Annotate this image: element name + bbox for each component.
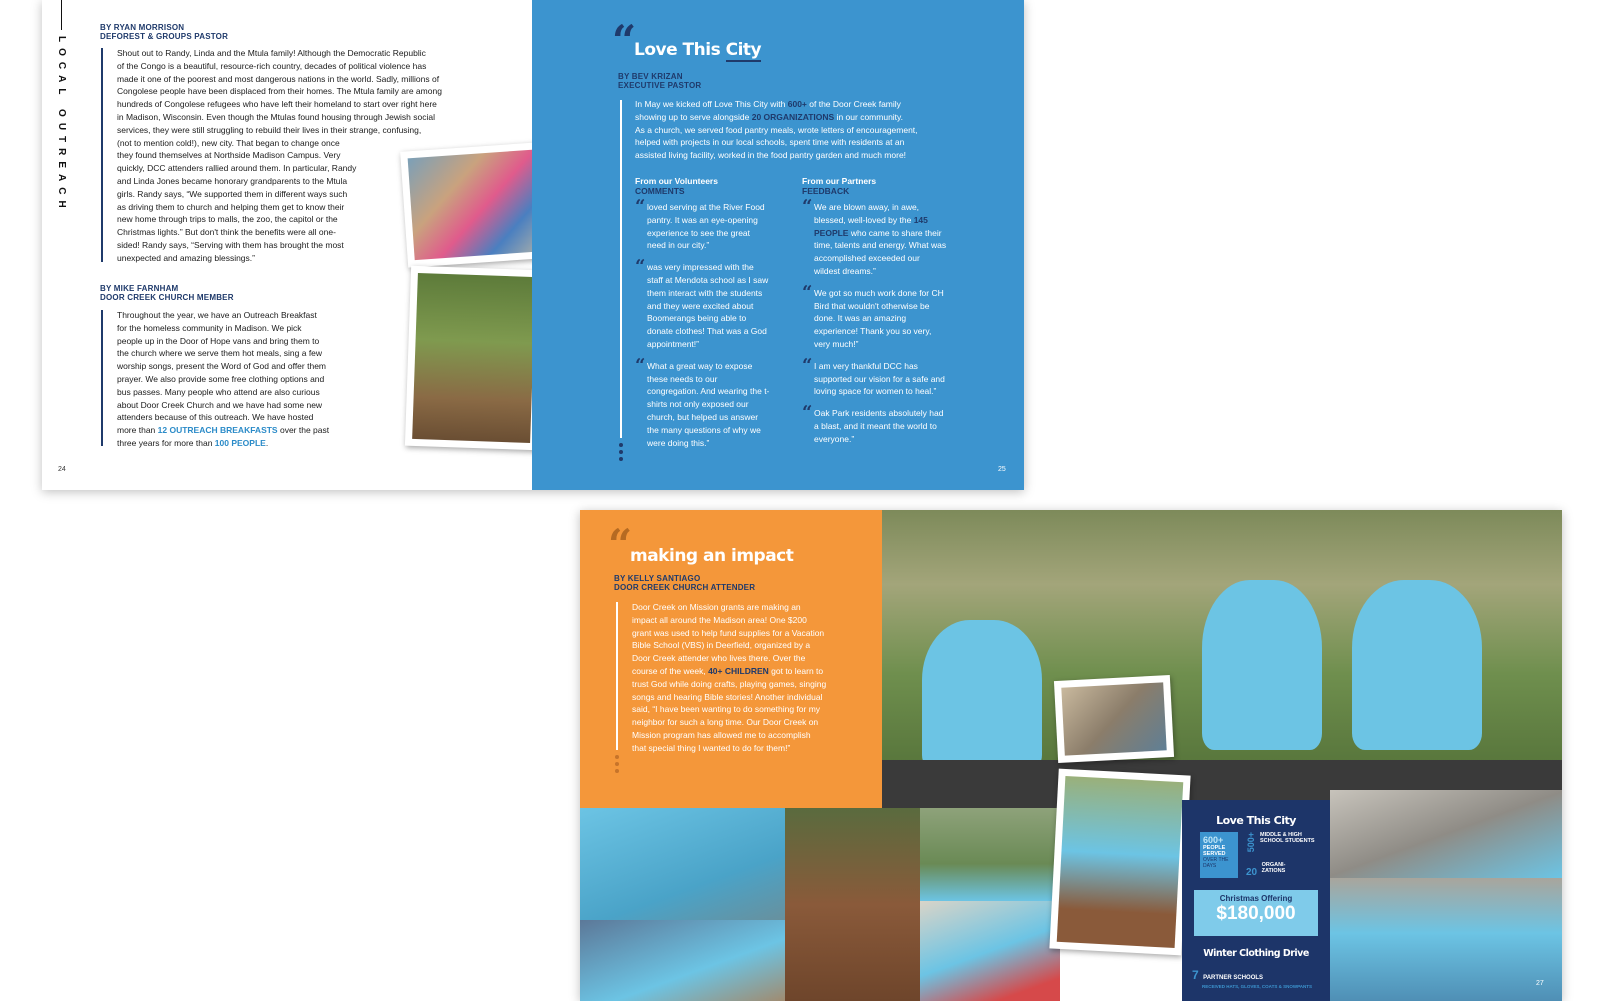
intro-line (635, 111, 1015, 124)
volunteers-heading: From our Volunteers (635, 176, 718, 186)
pantry-volunteers-photo (1330, 790, 1562, 878)
article2-line-10 (117, 424, 397, 437)
article1-line: in Madison, Wisconsin. Even though the Mtulas found housing through Jewish social (117, 111, 435, 122)
side-label-rule (61, 0, 62, 30)
partner-quote (802, 281, 947, 351)
small-quote-icon: “ (635, 256, 646, 278)
article1-line: made it one of the poorest and most dangerous nations in the world. Sadly, millions of (117, 73, 440, 84)
photo-figure (1352, 580, 1482, 750)
quote-text: What a great way to expose these needs to our congregation. And wearing the t-shirts not only exposed our church, but helped us answer the many questions of why we were doing this.” (647, 360, 770, 448)
impact-lines (632, 601, 872, 665)
students-stat (1246, 832, 1326, 858)
partner-quote (802, 354, 947, 398)
stat-label: ORGANI-ZATIONS (1261, 862, 1286, 874)
page-number-right: 25 (998, 466, 1006, 473)
raking-leaves-photo (405, 266, 543, 450)
bev-byline-role: EXECUTIVE PASTOR (618, 81, 702, 90)
love-this-city-title (634, 40, 761, 60)
article2-line: Throughout the year, we have an Outreach Breakfast (117, 310, 317, 320)
stat-sub: OVER THE DAYS (1203, 857, 1229, 869)
small-quote-icon: “ (802, 402, 813, 424)
article1-line: sided! Randy says, “Serving with them has brought the most (117, 239, 344, 250)
article2-line: about Door Creek Church and we have had some new (117, 399, 323, 410)
volunteers-column (635, 176, 770, 458)
impact-line: Door Creek attender who lives there. Over the (632, 653, 806, 664)
stat-value: 500+ (1246, 832, 1256, 853)
quote-text: loved serving at the River Food pantry. It was an eye-opening experience to see the great need in our city.” (647, 202, 765, 251)
blue-page-rule (620, 100, 622, 438)
article2-line-11 (117, 437, 397, 450)
stat-value: 20 (1246, 867, 1258, 878)
photo-figure (1202, 580, 1322, 750)
rule-dots (619, 443, 623, 464)
sorting-donations-photo (580, 920, 785, 1001)
section-side-label: LOCAL OUTREACH (56, 36, 67, 214)
article2-line: worship songs, present the Word of God and offer them (117, 361, 326, 372)
intro-line (635, 98, 1015, 111)
volunteer-quote (635, 256, 770, 351)
impact-line: said, “I have been wanting to do something for my (632, 704, 821, 715)
volunteer-quote (635, 196, 770, 252)
stat-label: MIDDLE & HIGH SCHOOL STUDENTS (1260, 832, 1315, 844)
offering-label: Christmas Offering (1219, 894, 1293, 903)
partner-quotes (802, 281, 947, 446)
impact-line: impact all around the Madison area! One $200 (632, 614, 807, 625)
text-run: got to learn to (768, 665, 824, 676)
impact-line: that special thing I wanted to do for them!” (632, 742, 791, 753)
dot (615, 762, 619, 766)
dot (619, 450, 623, 454)
small-quote-icon: “ (635, 354, 646, 376)
quote-text: I am very thankful DCC has supported our vision for a safe and loving space for women to heal.” (814, 360, 945, 397)
dot (615, 769, 619, 773)
orange-panel-rule (616, 602, 618, 750)
spread-pages-26-27 (580, 510, 1562, 1001)
clothing-drive-title: Winter Clothing Drive (1203, 948, 1309, 959)
planting-tree-photo (1049, 769, 1190, 956)
breakfast-count-highlight: 12 OUTREACH BREAKFASTS (157, 425, 278, 436)
organizations-stat (1246, 862, 1326, 880)
intro-line: helped with projects in our local schools, spent time with residents at an (635, 137, 905, 148)
photo-image (412, 273, 536, 443)
impact-lines-after (632, 678, 872, 755)
small-quote-icon: “ (802, 281, 813, 303)
title-text: Love This (634, 40, 726, 60)
article1-byline-role: DEFOREST & GROUPS PASTOR (100, 32, 229, 41)
text-run: showing up to serve alongside (635, 111, 752, 122)
rule-dots (615, 755, 619, 776)
article1-line: Congolese people have been displaced from their homes. The Mtula family are among (117, 86, 442, 97)
volunteers-subheading: COMMENTS (635, 186, 685, 196)
volunteers-kneeling-photo (882, 510, 1562, 808)
text-run: more than (117, 425, 158, 436)
article1-line: unexpected and amazing blessings.” (117, 252, 255, 263)
photo-figure (922, 620, 1042, 770)
impact-line: Mission program has allowed me to accomplish (632, 729, 811, 740)
intro-line: As a church, we served food pantry meals, wrote letters of encouragement, (635, 124, 918, 135)
article2-line: the church where we serve them hot meals, sing a few (117, 348, 323, 359)
article2-line: prayer. We also provide some free clothing options and (117, 373, 325, 384)
love-this-city-intro (635, 98, 1015, 162)
partner-quote (802, 196, 947, 278)
article2-line: people up in the Door of Hope vans and bring them to (117, 335, 320, 346)
text-run: In May we kicked off Love This City with (635, 99, 788, 109)
text-run: We are blown away, in awe, blessed, well-loved by the (814, 202, 920, 225)
article1-line: girls. Randy says, “We supported them in different ways such (117, 188, 348, 199)
christmas-offering-box (1194, 890, 1318, 936)
partner-schools-stat (1192, 966, 1328, 989)
partners-heading: From our Partners (802, 176, 877, 186)
stat-sub: RECEIVED HATS, GLOVES, COATS & SNOWPANTS (1202, 984, 1313, 989)
kitchen-inset-photo (1054, 675, 1174, 763)
article2-byline-role: DOOR CREEK CHURCH MEMBER (100, 293, 234, 302)
stat-value: 7 (1192, 968, 1199, 982)
kids-garden-photo (785, 808, 920, 1001)
article1-line: quickly, DCC attenders rallied around them. In particular, Randy (117, 163, 357, 174)
stats-infobox (1182, 800, 1330, 1001)
photo-image (1061, 682, 1166, 755)
text-run: three years for more than (117, 437, 215, 448)
impact-line: songs and hearing Bible stories! Another individual (632, 691, 823, 702)
dot (615, 755, 619, 759)
article1-line: as driving them to church and helping them get to know their (117, 201, 345, 212)
article1-byline-name: BY RYAN MORRISON (100, 23, 185, 32)
small-quote-icon: “ (802, 196, 813, 217)
large-group-photo (1330, 878, 1562, 1001)
article1-line: hundreds of Congolese refugees who have left their homeland to start over right here (117, 99, 437, 110)
impact-line: trust God while doing crafts, playing games, singing (632, 678, 827, 689)
article1-line: (not to mention cold!), new city. That began to change once (117, 137, 340, 148)
article2-byline-name: BY MIKE FARNHAM (100, 284, 179, 293)
impact-line-6 (632, 665, 872, 678)
article2-line: for the homeless community in Madison. We pick (117, 322, 302, 333)
text-run: course of the week, (632, 665, 709, 676)
stat-value: 600+ (1203, 835, 1224, 845)
article1-line: of the Congo is a beautiful, resource-rich country, decades of political violence has (117, 60, 427, 71)
quote-text: We got so much work done for CH Bird that wouldn't otherwise be done. It was an amazing experience! Thank you so very, very much!” (814, 287, 944, 349)
infobox-title: Love This City (1216, 814, 1296, 827)
kelly-byline-role: DOOR CREEK CHURCH ATTENDER (614, 583, 756, 592)
article1-line: Christmas lights.” But don't think the benefits were all one- (117, 227, 336, 238)
volunteer-count-highlight: 600+ (787, 99, 807, 109)
quote-text: Oak Park residents absolutely had a blast, and it meant the world to everyone.” (814, 408, 944, 444)
impact-line: Door Creek on Mission grants are making an (632, 602, 801, 612)
bev-byline-name: BY BEV KRIZAN (618, 72, 683, 81)
people-served-stat (1200, 832, 1238, 878)
small-quote-icon: “ (635, 196, 646, 217)
volunteer-quote (635, 354, 770, 450)
impact-line: neighbor for such a long time. Our Door Creek on (632, 717, 819, 728)
article2-line: attenders because of this outreach. We have hosted (117, 412, 314, 423)
love-this-city-page (532, 0, 1024, 490)
text-run: over the past (277, 425, 330, 436)
quote-mark-icon: “ (608, 520, 633, 569)
quote-mark-icon: “ (612, 16, 637, 65)
partners-column (802, 176, 947, 455)
partner-quote (802, 402, 947, 445)
impact-line: Bible School (VBS) in Deerfield, organized by a (632, 640, 811, 651)
quote-text: was very impressed with the staff at Mendota school as I saw them interact with the students and they were excited about Boomerangs being able to donate clothes! That was a God appointment!” (647, 262, 769, 349)
people-count-highlight: 100 PEOPLE (214, 437, 266, 448)
dot (619, 457, 623, 461)
spread-pages-24-25 (42, 0, 1024, 490)
making-an-impact-body (632, 601, 872, 755)
people-count-highlight: 145 PEOPLE (814, 214, 928, 238)
text-run: . (265, 437, 269, 448)
article2-body (117, 309, 397, 450)
page-number-27: 27 (1536, 980, 1544, 987)
dot (619, 443, 623, 447)
partners-subheading: FEEDBACK (802, 186, 850, 196)
article1-rule (101, 48, 103, 262)
small-quote-icon: “ (802, 354, 813, 376)
making-an-impact-title: making an impact (630, 546, 794, 566)
page-number-left: 24 (58, 466, 66, 473)
children-count-highlight: 40+ CHILDREN (708, 665, 769, 676)
article1-line: and Linda Jones became honorary grandparents to the Mtula (117, 175, 348, 186)
intro-line: assisted living facility, worked in the food pantry garden and much more! (635, 150, 907, 161)
offering-value: $180,000 (1216, 903, 1296, 924)
group-outdoors-photo (920, 808, 1060, 901)
stat-label: PEOPLE SERVED (1203, 845, 1226, 857)
article1-line: new home through trips to malls, the zoo, the capitol or the (117, 214, 338, 225)
impact-line: grant was used to help fund supplies for a Vacation (632, 627, 825, 638)
article2-rule (101, 310, 103, 446)
article1-line: Shout out to Randy, Linda and the Mtula family! Although the Democratic Republic (117, 48, 426, 58)
making-an-impact-panel (580, 510, 882, 808)
stat-label: PARTNER SCHOOLS (1203, 975, 1264, 981)
text-run: in our community. (834, 111, 904, 122)
article1-line: services, they were still struggling to rebuild their lives in their strange, confusing, (117, 124, 422, 135)
article1-line: they found themselves at Northside Madison Campus. Very (117, 150, 341, 161)
organizations-highlight: 20 ORGANIZATIONS (751, 111, 835, 122)
text-run: who came to share their time, talents and energy. What was accomplished exceeded our wildest dreams.” (814, 227, 947, 276)
article2-lines (117, 309, 397, 424)
photo-image (1057, 776, 1184, 948)
kids-crafts-photo (920, 901, 1060, 1001)
kelly-byline-name: BY KELLY SANTIAGO (614, 574, 701, 583)
article2-line: bus passes. Many people who attend are also curious (117, 386, 320, 397)
text-run: of the Door Creek family (806, 99, 901, 109)
volunteer-quotes (635, 196, 770, 449)
title-underlined-word: City (725, 40, 762, 60)
